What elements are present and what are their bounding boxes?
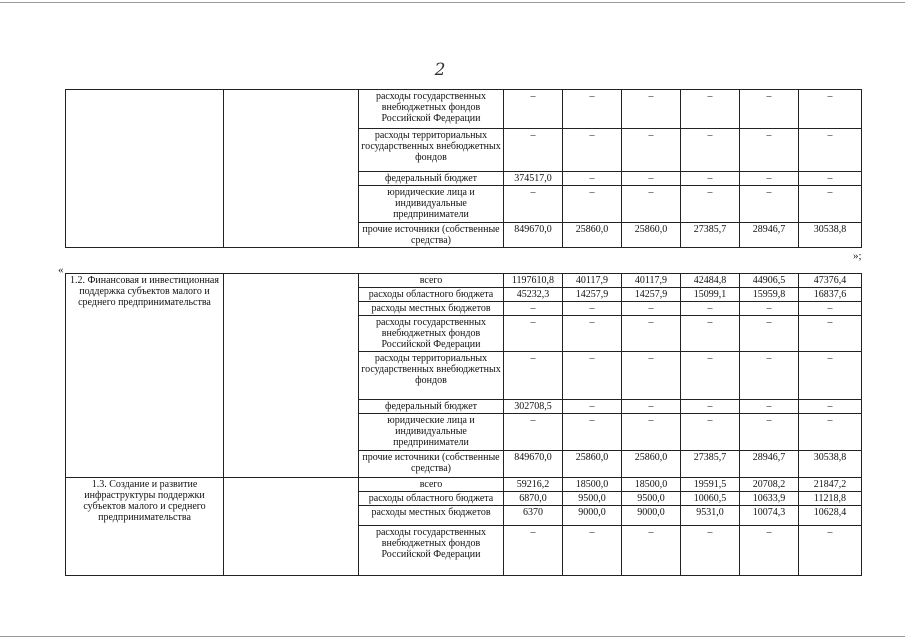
executor-cell bbox=[224, 274, 359, 478]
value-cell: 18500,0 bbox=[563, 478, 622, 492]
value-cell: – bbox=[799, 400, 862, 414]
value-cell: 28946,7 bbox=[740, 223, 799, 248]
value-cell: – bbox=[681, 316, 740, 352]
value-cell: – bbox=[504, 129, 563, 172]
value-cell: – bbox=[799, 526, 862, 576]
funding-source-cell: расходы государственных внебюджетных фондов Российской Федерации bbox=[359, 90, 504, 129]
value-cell: – bbox=[622, 302, 681, 316]
funding-source-cell: юридические лица и индивидуальные предприниматели bbox=[359, 414, 504, 451]
value-cell: 25860,0 bbox=[622, 223, 681, 248]
page-number: 2 bbox=[434, 60, 446, 80]
funding-source-cell: расходы территориальных государственных внебюджетных фондов bbox=[359, 129, 504, 172]
value-cell: 25860,0 bbox=[563, 451, 622, 478]
value-cell: – bbox=[563, 414, 622, 451]
value-cell: – bbox=[563, 129, 622, 172]
value-cell: 11218,8 bbox=[799, 492, 862, 506]
value-cell: 59216,2 bbox=[504, 478, 563, 492]
value-cell: – bbox=[799, 186, 862, 223]
value-cell: – bbox=[799, 352, 862, 400]
funding-source-cell: расходы местных бюджетов bbox=[359, 302, 504, 316]
value-cell: 47376,4 bbox=[799, 274, 862, 288]
value-cell: 21847,2 bbox=[799, 478, 862, 492]
value-cell: – bbox=[563, 526, 622, 576]
value-cell: 374517,0 bbox=[504, 172, 563, 186]
funding-source-cell: федеральный бюджет bbox=[359, 400, 504, 414]
value-cell: 28946,7 bbox=[740, 451, 799, 478]
budget-table bbox=[65, 273, 862, 576]
value-cell: 30538,8 bbox=[799, 223, 862, 248]
value-cell: – bbox=[563, 186, 622, 223]
value-cell: – bbox=[799, 302, 862, 316]
value-cell: 40117,9 bbox=[622, 274, 681, 288]
funding-source-cell: расходы государственных внебюджетных фондов Российской Федерации bbox=[359, 316, 504, 352]
value-cell: – bbox=[799, 172, 862, 186]
funding-source-cell: расходы государственных внебюджетных фондов Российской Федерации bbox=[359, 526, 504, 576]
value-cell: – bbox=[622, 90, 681, 129]
activity-cell bbox=[66, 90, 224, 248]
value-cell: – bbox=[563, 316, 622, 352]
funding-source-cell: расходы областного бюджета bbox=[359, 492, 504, 506]
value-cell: – bbox=[622, 414, 681, 451]
value-cell: – bbox=[504, 302, 563, 316]
value-cell: 44906,5 bbox=[740, 274, 799, 288]
table-row bbox=[66, 274, 862, 288]
top-rule bbox=[0, 2, 905, 3]
value-cell: 9000,0 bbox=[563, 506, 622, 526]
value-cell: 849670,0 bbox=[504, 223, 563, 248]
value-cell: 10060,5 bbox=[681, 492, 740, 506]
value-cell: – bbox=[622, 352, 681, 400]
value-cell: 1197610,8 bbox=[504, 274, 563, 288]
value-cell: – bbox=[740, 90, 799, 129]
table-row bbox=[66, 90, 862, 129]
value-cell: 19591,5 bbox=[681, 478, 740, 492]
value-cell: – bbox=[504, 414, 563, 451]
value-cell: – bbox=[799, 90, 862, 129]
value-cell: 25860,0 bbox=[563, 223, 622, 248]
value-cell: 10628,4 bbox=[799, 506, 862, 526]
value-cell: – bbox=[563, 400, 622, 414]
value-cell: 40117,9 bbox=[563, 274, 622, 288]
value-cell: 9500,0 bbox=[563, 492, 622, 506]
value-cell: – bbox=[740, 129, 799, 172]
funding-source-cell: расходы территориальных государственных внебюджетных фондов bbox=[359, 352, 504, 400]
value-cell: – bbox=[681, 414, 740, 451]
value-cell: – bbox=[740, 302, 799, 316]
funding-source-cell: юридические лица и индивидуальные предприниматели bbox=[359, 186, 504, 223]
value-cell: – bbox=[622, 316, 681, 352]
value-cell: 16837,6 bbox=[799, 288, 862, 302]
value-cell: – bbox=[622, 400, 681, 414]
value-cell: – bbox=[681, 400, 740, 414]
value-cell: – bbox=[622, 526, 681, 576]
value-cell: 849670,0 bbox=[504, 451, 563, 478]
value-cell: – bbox=[622, 172, 681, 186]
value-cell: 30538,8 bbox=[799, 451, 862, 478]
budget-table-continuation bbox=[65, 89, 862, 248]
value-cell: – bbox=[799, 316, 862, 352]
value-cell: 9000,0 bbox=[622, 506, 681, 526]
funding-source-cell: всего bbox=[359, 274, 504, 288]
value-cell: – bbox=[740, 186, 799, 223]
value-cell: – bbox=[681, 302, 740, 316]
value-cell: – bbox=[504, 526, 563, 576]
value-cell: 6870,0 bbox=[504, 492, 563, 506]
value-cell: 9500,0 bbox=[622, 492, 681, 506]
value-cell: 42484,8 bbox=[681, 274, 740, 288]
value-cell: – bbox=[563, 90, 622, 129]
value-cell: – bbox=[740, 526, 799, 576]
opening-quote-mark: « bbox=[58, 264, 64, 276]
value-cell: 10074,3 bbox=[740, 506, 799, 526]
activity-title-cell: 1.2. Финансовая и инвестиционная поддержка субъектов малого и среднего предпринимательства bbox=[66, 274, 224, 478]
value-cell: 20708,2 bbox=[740, 478, 799, 492]
value-cell: 302708,5 bbox=[504, 400, 563, 414]
value-cell: 27385,7 bbox=[681, 451, 740, 478]
value-cell: – bbox=[740, 316, 799, 352]
funding-source-cell: всего bbox=[359, 478, 504, 492]
executor-cell bbox=[224, 478, 359, 576]
value-cell: 14257,9 bbox=[622, 288, 681, 302]
activity-title-cell: 1.3. Создание и развитие инфраструктуры поддержки субъектов малого и среднего предпринимательства bbox=[66, 478, 224, 576]
value-cell: – bbox=[740, 352, 799, 400]
value-cell: 15099,1 bbox=[681, 288, 740, 302]
value-cell: 14257,9 bbox=[563, 288, 622, 302]
table-row bbox=[66, 478, 862, 492]
funding-source-cell: прочие источники (собственные средства) bbox=[359, 451, 504, 478]
value-cell: – bbox=[681, 172, 740, 186]
value-cell: – bbox=[681, 186, 740, 223]
value-cell: – bbox=[563, 302, 622, 316]
funding-source-cell: федеральный бюджет bbox=[359, 172, 504, 186]
value-cell: – bbox=[740, 400, 799, 414]
value-cell: – bbox=[681, 352, 740, 400]
value-cell: – bbox=[740, 172, 799, 186]
value-cell: 18500,0 bbox=[622, 478, 681, 492]
value-cell: 9531,0 bbox=[681, 506, 740, 526]
value-cell: – bbox=[563, 172, 622, 186]
value-cell: – bbox=[504, 352, 563, 400]
value-cell: 6370 bbox=[504, 506, 563, 526]
value-cell: – bbox=[563, 352, 622, 400]
value-cell: – bbox=[622, 186, 681, 223]
funding-source-cell: расходы местных бюджетов bbox=[359, 506, 504, 526]
value-cell: 10633,9 bbox=[740, 492, 799, 506]
value-cell: 25860,0 bbox=[622, 451, 681, 478]
funding-source-cell: расходы областного бюджета bbox=[359, 288, 504, 302]
executor-cell bbox=[224, 90, 359, 248]
value-cell: – bbox=[681, 526, 740, 576]
value-cell: – bbox=[740, 414, 799, 451]
bottom-rule bbox=[0, 636, 905, 637]
value-cell: 45232,3 bbox=[504, 288, 563, 302]
value-cell: 15959,8 bbox=[740, 288, 799, 302]
value-cell: – bbox=[504, 90, 563, 129]
value-cell: – bbox=[799, 129, 862, 172]
value-cell: – bbox=[681, 90, 740, 129]
value-cell: – bbox=[504, 316, 563, 352]
closing-quote-mark: »; bbox=[853, 250, 862, 262]
funding-source-cell: прочие источники (собственные средства) bbox=[359, 223, 504, 248]
value-cell: 27385,7 bbox=[681, 223, 740, 248]
value-cell: – bbox=[504, 186, 563, 223]
value-cell: – bbox=[622, 129, 681, 172]
value-cell: – bbox=[799, 414, 862, 451]
value-cell: – bbox=[681, 129, 740, 172]
